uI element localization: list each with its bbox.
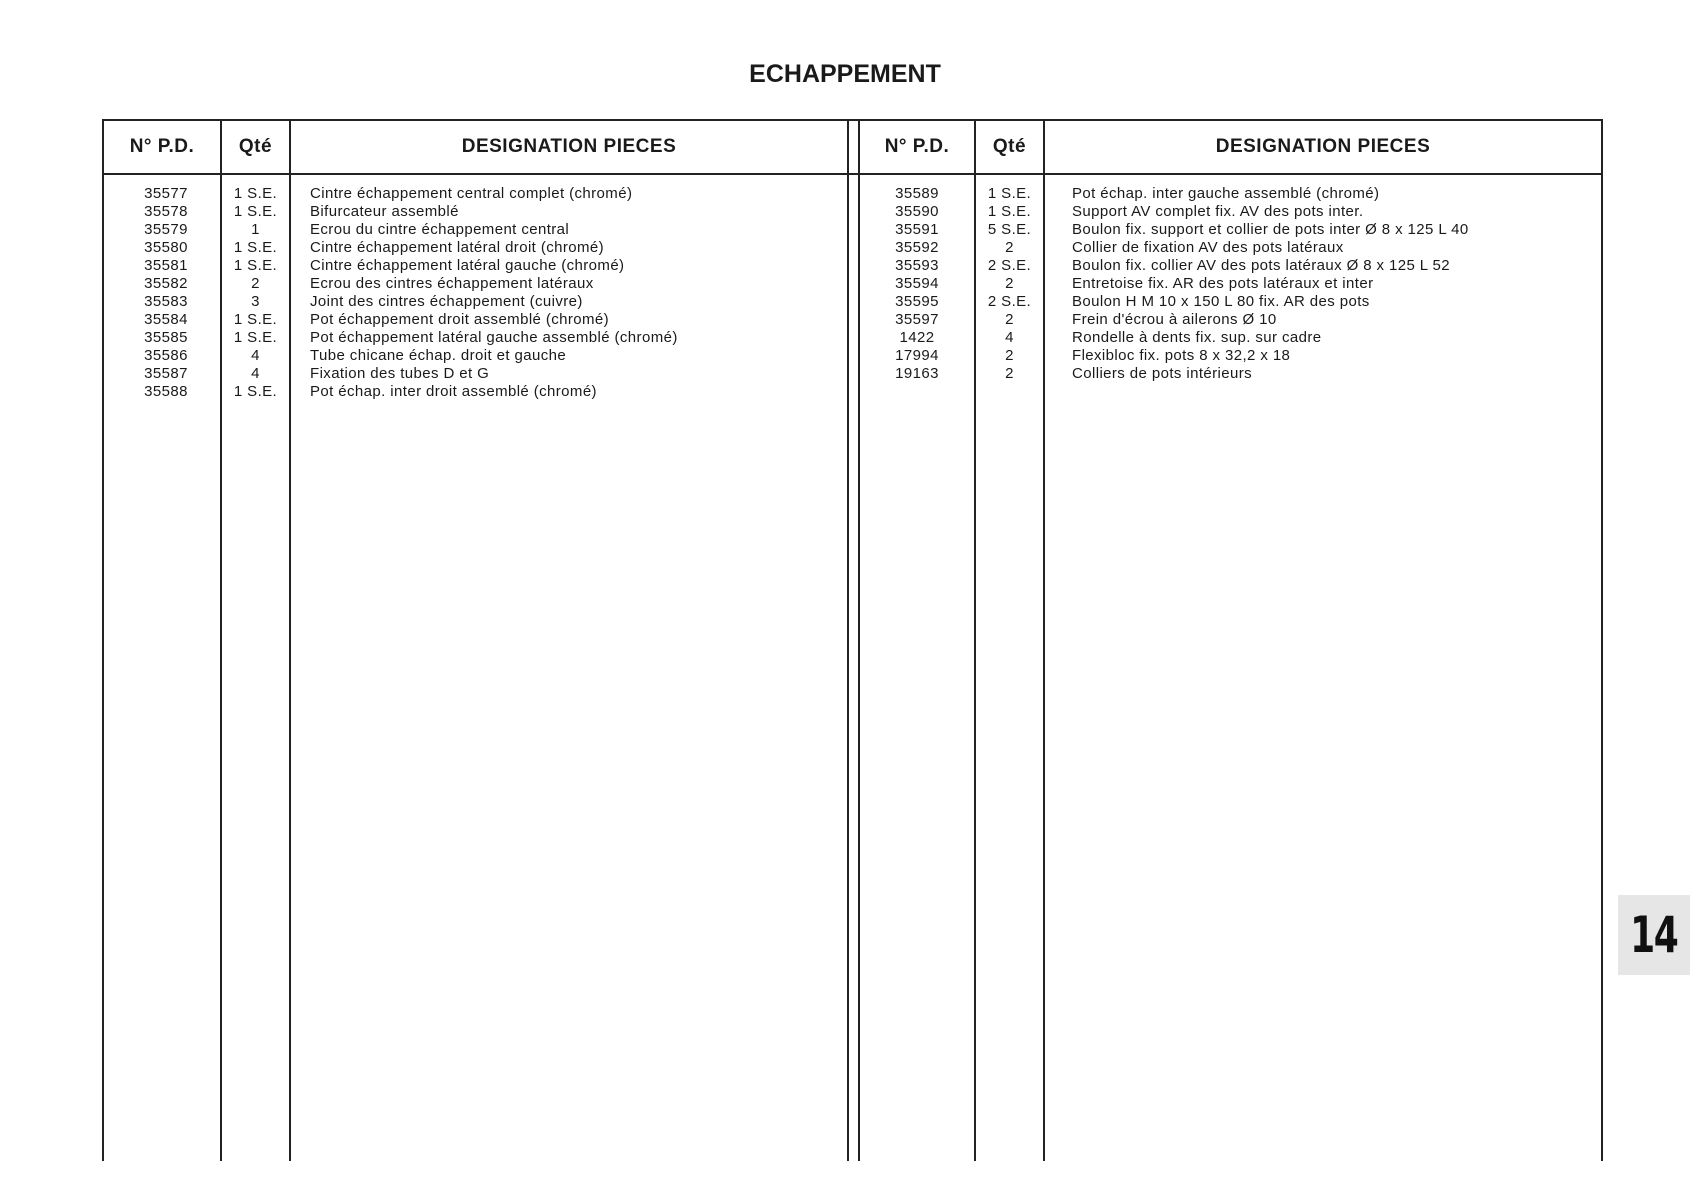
table-cell-designation: Pot échappement droit assemblé (chromé) [310,311,610,328]
table-cell-number: 35586 [144,347,188,364]
table-cell-designation: Flexibloc fix. pots 8 x 32,2 x 18 [1072,347,1291,364]
column-divider [1043,119,1045,1161]
header-quantity-left: Qté [238,135,273,157]
table-cell-qty: 1 S.E. [233,185,278,202]
table-cell-number: 35592 [895,239,939,256]
table-cell-number: 35579 [144,221,188,238]
page-number-tab [1618,895,1690,975]
table-cell-qty: 1 S.E. [233,329,278,346]
table-cell-number: 35582 [144,275,188,292]
table-cell-designation: Pot échap. inter gauche assemblé (chromé) [1072,185,1380,202]
center-divider [847,119,849,1161]
table-cell-qty: 1 S.E. [233,311,278,328]
table-cell-qty: 2 [1005,347,1014,364]
header-quantity-right: Qté [992,135,1027,157]
table-cell-number: 35589 [895,185,939,202]
table-cell-designation: Boulon fix. support et collier de pots inter Ø 8 x 125 L 40 [1072,221,1469,238]
parts-table [102,119,1603,1161]
table-cell-number: 35591 [895,221,939,238]
right-number-column [860,185,974,383]
table-cell-designation: Entretoise fix. AR des pots latéraux et inter [1072,275,1374,292]
table-cell-designation: Joint des cintres échappement (cuivre) [310,293,583,310]
table-cell-number: 1422 [899,329,935,346]
table-cell-number: 19163 [895,365,939,382]
table-cell-qty: 1 [251,221,260,238]
table-cell-number: 35595 [895,293,939,310]
column-divider [289,119,291,1161]
table-cell-qty: 1 S.E. [233,239,278,256]
table-cell-number: 35584 [144,311,188,328]
table-cell-number: 35580 [144,239,188,256]
table-cell-designation: Colliers de pots intérieurs [1072,365,1253,382]
table-cell-qty: 5 S.E. [987,221,1032,238]
table-cell-number: 35583 [144,293,188,310]
right-designation-column [1072,185,1600,383]
table-cell-qty: 2 [1005,311,1014,328]
table-cell-designation: Bifurcateur assemblé [310,203,459,220]
table-right-border [1601,119,1603,1161]
table-cell-number: 35593 [895,257,939,274]
table-cell-number: 35587 [144,365,188,382]
right-quantity-column [976,185,1043,383]
table-cell-designation: Cintre échappement latéral gauche (chromé) [310,257,625,274]
table-left-border [102,119,104,1161]
table-cell-designation: Cintre échappement latéral droit (chromé) [310,239,605,256]
table-cell-designation: Ecrou des cintres échappement latéraux [310,275,594,292]
header-number-right: N° P.D. [884,135,950,157]
table-cell-designation: Frein d'écrou à ailerons Ø 10 [1072,311,1277,328]
table-cell-designation: Pot échap. inter droit assemblé (chromé) [310,383,597,400]
table-cell-designation: Support AV complet fix. AV des pots inter. [1072,203,1364,220]
table-cell-number: 35588 [144,383,188,400]
table-cell-qty: 3 [251,293,260,310]
page-title: ECHAPPEMENT [749,60,941,88]
table-cell-number: 35594 [895,275,939,292]
table-cell-number: 35585 [144,329,188,346]
table-cell-designation: Boulon H M 10 x 150 L 80 fix. AR des pots [1072,293,1370,310]
header-number-left: N° P.D. [129,135,195,157]
left-designation-column [310,185,845,401]
left-quantity-column [222,185,289,401]
table-cell-number: 35577 [144,185,188,202]
table-cell-qty: 4 [251,347,260,364]
table-cell-number: 35590 [895,203,939,220]
table-cell-qty: 2 [1005,365,1014,382]
table-cell-designation: Boulon fix. collier AV des pots latéraux Ø 8 x 125 L 52 [1072,257,1451,274]
table-cell-number: 35581 [144,257,188,274]
table-cell-designation: Tube chicane échap. droit et gauche [310,347,567,364]
table-cell-qty: 1 S.E. [233,257,278,274]
table-cell-number: 35597 [895,311,939,328]
table-cell-qty: 2 S.E. [987,257,1032,274]
table-cell-qty: 2 [1005,275,1014,292]
table-cell-designation: Pot échappement latéral gauche assemblé (chromé) [310,329,678,346]
table-cell-qty: 2 [251,275,260,292]
table-cell-qty: 1 S.E. [987,203,1032,220]
header-designation-right: DESIGNATION PIECES [1215,135,1431,157]
table-cell-designation: Rondelle à dents fix. sup. sur cadre [1072,329,1322,346]
table-cell-designation: Fixation des tubes D et G [310,365,490,382]
table-cell-qty: 1 S.E. [233,383,278,400]
page-number: 14 [1630,906,1678,964]
table-cell-designation: Collier de fixation AV des pots latéraux [1072,239,1344,256]
table-cell-qty: 1 S.E. [987,185,1032,202]
table-cell-qty: 2 [1005,239,1014,256]
table-cell-designation: Cintre échappement central complet (chromé) [310,185,633,202]
table-cell-qty: 2 S.E. [987,293,1032,310]
table-cell-qty: 4 [251,365,260,382]
table-cell-number: 35578 [144,203,188,220]
left-number-column [112,185,220,401]
table-cell-qty: 1 S.E. [233,203,278,220]
header-designation-left: DESIGNATION PIECES [461,135,677,157]
table-cell-qty: 4 [1005,329,1014,346]
table-cell-designation: Ecrou du cintre échappement central [310,221,570,238]
table-cell-number: 17994 [895,347,939,364]
